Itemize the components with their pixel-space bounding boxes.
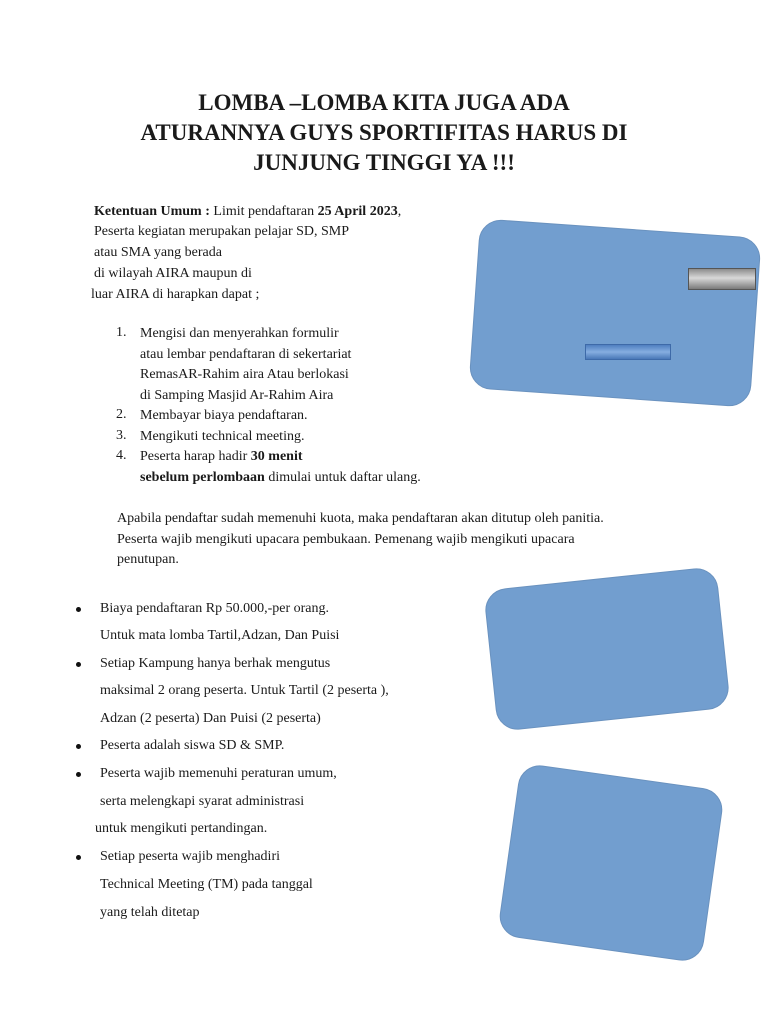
bullet-4-line-2: serta melengkapi syarat administrasi [100,794,305,809]
list-item-1-line-2: atau lembar pendaftaran di sekertariat [140,347,352,362]
title-line-2: ATURANNYA GUYS SPORTIFITAS HARUS DI [140,120,628,145]
intro-line-2: Peserta kegiatan merupakan pelajar SD, SMP [94,224,350,239]
bullet-4-line-3: untuk mengikuti pertandingan. [95,821,268,836]
list-item-4-bold: 30 menit [250,449,303,464]
intro-line-3: atau SMA yang berada [94,245,222,260]
list-number-3: 3. [116,428,127,443]
list-number-4: 4. [116,448,127,463]
bullet-2-line-1: Setiap Kampung hanya berhak mengutus [100,656,331,671]
list-item-1-line-1: Mengisi dan menyerahkan formulir [140,326,339,341]
list-item-4-line-2 [140,469,421,487]
bullet-1-line-1: Biaya pendaftaran Rp 50.000,-per orang. [100,601,329,616]
intro-limit-date: 25 April 2023 [317,204,398,219]
intro-label: Ketentuan Umum : [94,204,210,219]
bullet-5-line-3: yang telah ditetap [100,905,200,920]
intro-limit-text: Limit pendaftaran [209,204,318,219]
bullet-icon [76,744,81,749]
bullet-5-line-2: Technical Meeting (TM) pada tanggal [100,877,313,892]
blue-card-shape-3 [497,763,725,964]
card-chip-shape [688,268,756,290]
list-item-1-line-3: RemasAR-Rahim aira Atau berlokasi [140,367,349,382]
intro-line-5: luar AIRA di harapkan dapat ; [91,287,260,302]
paragraph-line-1: Apabila pendaftar sudah memenuhi kuota, maka pendaftaran akan ditutup oleh panitia. [117,511,604,526]
list-item-4-bold-2: sebelum perlombaan [140,470,265,485]
paragraph-line-3: penutupan. [117,552,179,567]
bullet-2-line-3: Adzan (2 peserta) Dan Puisi (2 peserta) [100,711,321,726]
title-line-1: LOMBA –LOMBA KITA JUGA ADA [198,90,570,115]
list-item-4-line-1 [140,448,303,466]
intro-line-4: di wilayah AIRA maupun di [94,266,252,281]
intro-comma: , [397,204,402,219]
bullet-5-line-1: Setiap peserta wajib menghadiri [100,849,280,864]
list-item-4-text-2: dimulai untuk daftar ulang. [264,470,421,485]
bullet-1-line-2: Untuk mata lomba Tartil,Adzan, Dan Puisi [100,628,340,643]
bullet-icon [76,855,81,860]
list-number-2: 2. [116,407,127,422]
intro-line-1 [94,203,401,221]
bullet-2-line-2: maksimal 2 orang peserta. Untuk Tartil (2 peserta ), [100,683,389,698]
list-item-1-line-4: di Samping Masjid Ar-Rahim Aira [140,388,334,403]
list-number-1: 1. [116,325,127,340]
blue-card-shape [468,218,761,407]
paragraph-line-2: Peserta wajib mengikuti upacara pembukaan. Pemenang wajib mengikuti upacara [117,532,575,547]
page-title [60,88,708,178]
blue-card-shape-2 [483,566,731,732]
list-item-4-text: Peserta harap hadir [140,449,251,464]
bullet-4-line-1: Peserta wajib memenuhi peraturan umum, [100,766,337,781]
bullet-icon [76,772,81,777]
card-slot-shape [585,344,671,360]
bullet-icon [76,607,81,612]
bullet-icon [76,662,81,667]
title-line-3: JUNJUNG TINGGI YA !!! [253,150,515,175]
list-item-2-line-1: Membayar biaya pendaftaran. [140,408,308,423]
bullet-3-line-1: Peserta adalah siswa SD & SMP. [100,738,285,753]
list-item-3-line-1: Mengikuti technical meeting. [140,429,305,444]
